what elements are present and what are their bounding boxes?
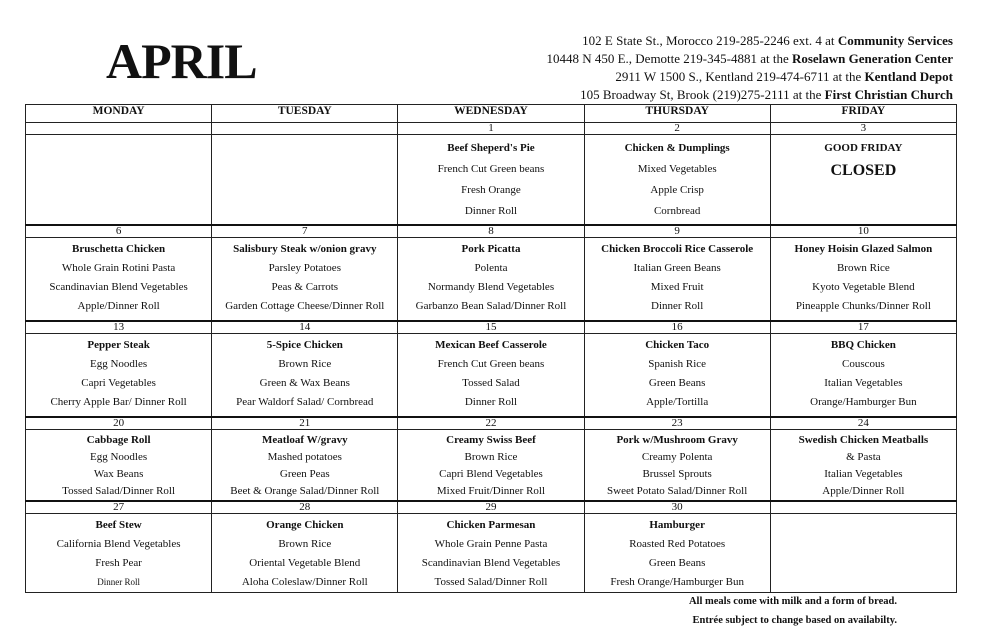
location-line: 105 Broadway St, Brook (219)275-2111 at the First Christian Church [580,87,953,102]
meal-cell [770,135,956,226]
side-item: Green Beans [648,377,706,389]
side-item: Apple/Dinner Roll [822,485,905,497]
side-item: Fresh Pear [95,557,142,569]
side-item: Peas & Carrots [271,281,339,293]
date-number: 15 [398,321,584,334]
side-item: Orange/Hamburger Bun [810,396,917,408]
day-header-tuesday: TUESDAY [212,105,398,123]
date-number: 3 [770,123,956,135]
date-number: 14 [212,321,398,334]
side-item: Aloha Coleslaw/Dinner Roll [241,576,368,588]
date-number-row [26,501,957,514]
meal-row [26,514,957,593]
meal-cell [584,334,770,418]
side-item: French Cut Green beans [437,163,545,175]
date-number [26,123,212,135]
date-number: 21 [212,417,398,430]
entree-name: Meatloaf W/gravy [261,434,348,446]
side-item: Mixed Vegetables [637,163,717,175]
location-line: 10448 N 450 E., Demotte 219-345-4881 at the Roselawn Generation Center [546,51,953,66]
side-item: Brussel Sprouts [642,468,712,480]
entree-name: BBQ Chicken [830,339,896,351]
side-item: Garbanzo Bean Salad/Dinner Roll [415,300,567,312]
side-item: Couscous [841,358,885,370]
date-number: 1 [398,123,584,135]
side-item: Italian Vegetables [824,468,903,480]
entree-name: Pork Picatta [461,243,521,255]
meal-cell [584,238,770,322]
side-item: Sweet Potato Salad/Dinner Roll [607,485,748,497]
side-item: Dinner Roll [651,300,704,312]
meal-cell [26,334,212,418]
entree-name: Chicken Parmesan [446,519,536,531]
side-item: French Cut Green beans [437,358,545,370]
side-item: Tossed Salad/Dinner Roll [62,485,176,497]
entree-name: Beef Stew [95,519,142,531]
entree-name: Chicken & Dumplings [624,142,730,154]
date-number [212,123,398,135]
meal-cell [398,430,584,502]
side-item: Capri Blend Vegetables [439,468,543,480]
side-item: Capri Vegetables [81,377,156,389]
meal-cell [398,238,584,322]
entree-name: Mexican Beef Casserole [435,339,547,351]
entree-name: Chicken Taco [645,339,710,351]
meal-cell [398,135,584,226]
side-item: Polenta [474,262,508,274]
date-number: 6 [26,225,212,238]
side-item: Italian Vegetables [824,377,903,389]
side-item: Whole Grain Penne Pasta [434,538,548,550]
date-number: 13 [26,321,212,334]
date-number: 24 [770,417,956,430]
meal-cell [398,514,584,593]
date-number: 30 [584,501,770,514]
meal-cell [584,135,770,226]
side-item: Mashed potatoes [267,451,342,463]
entree-name: Orange Chicken [266,519,344,531]
location-line: 102 E State St., Morocco 219-285-2246 ext. 4 at Community Services [582,33,953,48]
side-item: Creamy Polenta [641,451,713,463]
date-number: 7 [212,225,398,238]
side-item: Green Beans [648,557,706,569]
meal-cell [26,514,212,593]
side-item: Whole Grain Rotini Pasta [61,262,176,274]
side-item: Parsley Potatoes [268,262,341,274]
side-item: Kyoto Vegetable Blend [812,281,915,293]
side-item: Green & Wax Beans [259,377,350,389]
footer-note: All meals come with milk and a form of bread. [688,596,897,607]
day-header-wednesday: WEDNESDAY [398,105,584,123]
side-item: Brown Rice [278,538,332,550]
date-number: 2 [584,123,770,135]
meal-cell [398,334,584,418]
side-item: Cherry Apple Bar/ Dinner Roll [50,396,187,408]
locations-list [546,32,953,104]
side-item: Pear Waldorf Salad/ Cornbread [236,396,374,408]
side-item: Dinner Roll [464,205,518,217]
closed-label: CLOSED [830,162,897,179]
date-number-row [26,417,957,430]
meal-cell [770,430,956,502]
meal-cell [584,514,770,593]
side-item: Green Peas [279,468,330,480]
entree-name: Salisbury Steak w/onion gravy [233,243,377,255]
meal-cell [212,238,398,322]
meal-cell [770,334,956,418]
date-number-row [26,321,957,334]
entree-name: Beef Sheperd's Pie [447,142,535,154]
side-item: California Blend Vegetables [56,538,181,550]
meal-cell [770,238,956,322]
side-item: Italian Green Beans [633,262,721,274]
entree-name: 5-Spice Chicken [266,339,343,351]
side-item: Dinner Roll [97,577,140,587]
side-item: Apple/Tortilla [646,396,709,408]
side-item: Mixed Fruit [650,281,704,293]
side-item: Garden Cottage Cheese/Dinner Roll [225,300,385,312]
meal-cell [212,135,398,226]
date-number: 27 [26,501,212,514]
side-item: & Pasta [846,451,881,463]
meal-cell [770,514,956,593]
entree-name: GOOD FRIDAY [824,142,903,154]
side-item: Beet & Orange Salad/Dinner Roll [230,485,380,497]
meal-cell [212,430,398,502]
date-number: 22 [398,417,584,430]
date-number: 17 [770,321,956,334]
side-item: Brown Rice [464,451,518,463]
date-number: 28 [212,501,398,514]
side-item: Scandinavian Blend Vegetables [421,557,561,569]
side-item: Mixed Fruit/Dinner Roll [436,485,546,497]
entree-name: Bruschetta Chicken [71,243,166,255]
entree-name: Pork w/Mushroom Gravy [616,434,738,446]
meal-cell [26,135,212,226]
side-item: Oriental Vegetable Blend [249,557,361,569]
side-item: Apple/Dinner Roll [77,300,160,312]
meal-row [26,135,957,226]
date-number: 10 [770,225,956,238]
side-item: Roasted Red Potatoes [629,538,726,550]
entree-name: Pepper Steak [87,339,150,351]
meal-cell [26,238,212,322]
page-title: APRIL [106,33,257,89]
side-item: Tossed Salad [462,377,520,389]
day-header-thursday: THURSDAY [584,105,770,123]
side-item: Scandinavian Blend Vegetables [49,281,188,293]
side-item: Wax Beans [93,468,144,480]
side-item: Dinner Roll [464,396,518,408]
date-number: 9 [584,225,770,238]
meal-cell [212,334,398,418]
side-item: Brown Rice [836,262,890,274]
date-number: 8 [398,225,584,238]
side-item: Cornbread [653,205,701,217]
date-number: 29 [398,501,584,514]
date-number [770,501,956,514]
meal-cell [584,430,770,502]
meal-row [26,238,957,322]
day-header-friday: FRIDAY [770,105,956,123]
entree-name: Hamburger [649,519,705,531]
entree-name: Cabbage Roll [86,434,151,446]
date-number-row [26,225,957,238]
entree-name: Honey Hoisin Glazed Salmon [794,243,933,255]
meal-row [26,430,957,502]
side-item: Fresh Orange/Hamburger Bun [610,576,744,588]
day-header-row [26,105,957,123]
location-line: 2911 W 1500 S., Kentland 219-474-6711 at the Kentland Depot [615,69,953,84]
side-item: Fresh Orange [461,184,521,196]
entree-name: Creamy Swiss Beef [446,434,536,446]
date-number-row [26,123,957,135]
date-number: 23 [584,417,770,430]
date-number: 16 [584,321,770,334]
date-number: 20 [26,417,212,430]
side-item: Egg Noodles [90,358,148,370]
side-item: Tossed Salad/Dinner Roll [434,576,548,588]
entree-name: Chicken Broccoli Rice Casserole [601,243,754,255]
meal-row [26,334,957,418]
side-item: Apple Crisp [650,184,704,196]
meal-cell [212,514,398,593]
meal-cell [26,430,212,502]
side-item: Spanish Rice [648,358,707,370]
side-item: Brown Rice [278,358,332,370]
day-header-monday: MONDAY [26,105,212,123]
entree-name: Swedish Chicken Meatballs [798,434,929,446]
side-item: Egg Noodles [90,451,148,463]
menu-calendar [25,104,957,593]
footer-note: Entrée subject to change based on availabilty. [692,615,897,626]
side-item: Normandy Blend Vegetables [427,281,555,293]
side-item: Pineapple Chunks/Dinner Roll [795,300,931,312]
